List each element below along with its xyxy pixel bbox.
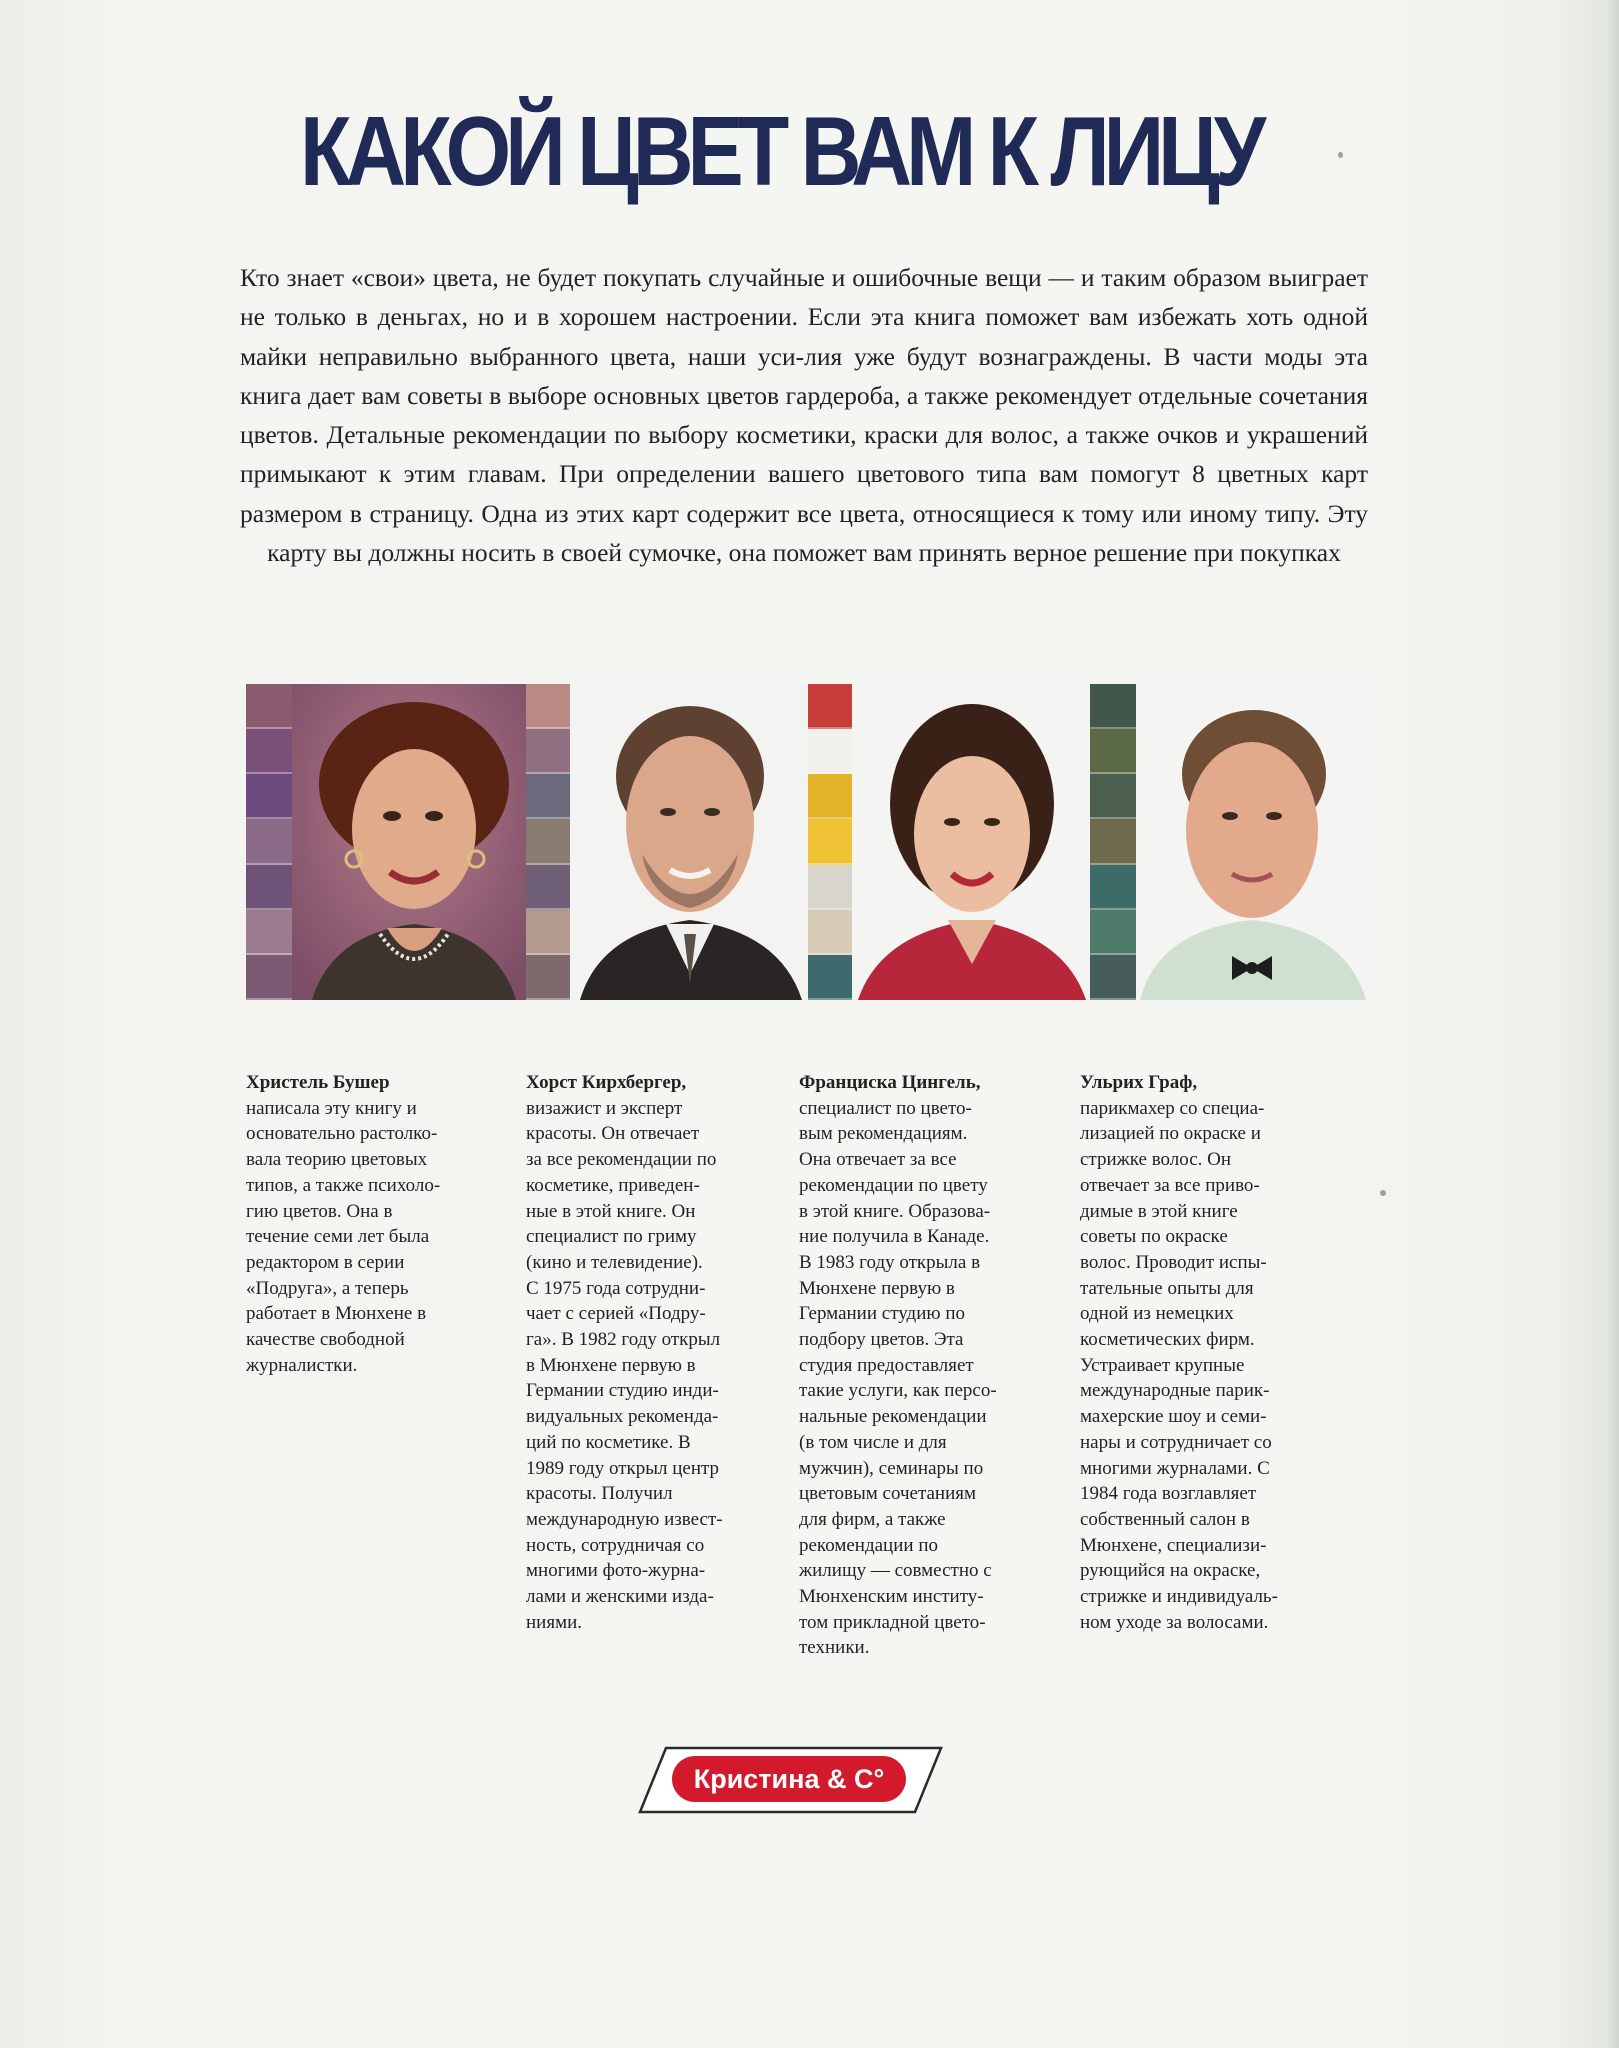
portrait-woman-curly-hair [292,684,526,1000]
portrait-woman-dark-hair [852,684,1090,1000]
color-swatch [808,865,852,910]
color-swatch [526,684,570,729]
color-swatch [526,819,570,864]
color-swatch [1090,819,1136,864]
color-swatch-strip [526,684,570,1000]
author-photo-4 [1090,684,1370,1000]
color-swatch [808,684,852,729]
color-swatch [246,774,292,819]
book-title: КАКОЙ ЦВЕТ ВАМ К ЛИЦУ [300,96,1261,206]
author-photo-2 [526,684,808,1000]
color-swatch [808,819,852,864]
publisher-logo [638,1746,943,1814]
author-description: визажист и эксперт красоты. Он отвечает за все рекомендации по косметике, приведен- ные в этой книге. Он специалист по гриму (кино и телевидение). С 1975 года сотрудни- чает с серией «Подру- га». В 1982 году открыл в Мюнхене первую в Германии студию инди- видуальных рекоменда- ций по косметике. В 1989 году открыл центр красоты. Получил международную извест- ность, сотрудничая со многими фото-журна- лами и женскими изда- ниями. [526,1097,723,1633]
color-swatch [1090,955,1136,1000]
color-swatch [246,684,292,729]
author-name: Франциска Цингель, [799,1072,981,1093]
color-swatch-strip [246,684,292,1000]
color-swatch [526,865,570,910]
color-swatch [246,955,292,1000]
author-photos [246,684,1370,1000]
color-swatch [526,729,570,774]
author-description: специалист по цвето- вым рекомендациям. Она отвечает за все рекомендации по цвету в этой книге. Образова- ние получила в Канаде. В 1983 году открыла в Мюнхене первую в Германии студию по подбору цветов. Эта студия предоставляет такие услуги, как персо- нальные рекомендации (в том числе и для мужчин), семинары по цветовым сочетаниям для фирм, а также рекомендации по жилищу — совместно с Мюнхенским институ- том прикладной цвето- техники. [799,1097,997,1659]
author-photo-1 [246,684,526,1000]
color-swatch [526,955,570,1000]
author-name: Хорст Кирхбергер, [526,1072,687,1093]
intro-paragraph: Кто знает «свои» цвета, не будет покупать случайные и ошибочные вещи — и таким образом выиграет не только в деньгах, но и в хорошем настроении. Если эта книга поможет вам избежать хоть одной майки неправильно выбранного цвета, наши уси-лия уже будут вознаграждены. В части моды эта книга дает вам советы в выборе основных цветов гардероба, а также рекомендует отдельные сочетания цветов. Детальные рекомендации по выбору косметики, краски для волос, а также очков и украшений примыкают к этим главам. При определении вашего цветового типа вам помогут 8 цветных карт размером в страницу. Одна из этих карт содержит все цвета, относящиеся к тому или иному типу. Эту карту вы должны носить в своей сумочке, она поможет вам принять верное решение при покупках [240,263,1368,568]
author-photo-3 [808,684,1090,1000]
author-description: написала эту книгу и основательно растолко- вала теорию цветовых типов, а также психоло- гию цветов. Она в течение семи лет была редактором в серии «Подруга», а теперь работает в Мюнхене в качестве свободной журналистки. [246,1097,441,1376]
author-name: Ульрих Граф, [1080,1072,1198,1093]
color-swatch-strip [808,684,852,1000]
color-swatch [808,729,852,774]
author-bio-3 [799,1070,1054,1661]
color-swatch [808,910,852,955]
color-swatch [526,910,570,955]
author-description: парикмахер со специа- лизацией по окраске и стрижке волос. Он отвечает за все приво- димые в этой книге советы по окраске волос. Проводит испы- тательные опыты для одной из немецких косметических фирм. Устраивает крупные международные парик- махерские шоу и семи- нары и сотрудничает со многими журналами. С 1984 года возглавляет собственный салон в Мюнхене, специализи- рующийся на окраске, стрижке и индивидуаль- ном уходе за волосами. [1080,1097,1278,1633]
color-swatch [1090,684,1136,729]
publisher-name: Кристина & C° [693,1764,885,1794]
author-name: Христель Бушер [246,1072,390,1093]
author-bio-4 [1080,1070,1335,1635]
page-edge [1605,0,1619,2048]
portrait-man-beard [570,684,808,1000]
dust-speck [1380,1190,1386,1196]
color-swatch [808,955,852,1000]
color-swatch [246,729,292,774]
portrait-man-bow-tie [1136,684,1370,1000]
color-swatch [526,774,570,819]
author-bio-2 [526,1070,781,1635]
author-bio-1 [246,1070,501,1378]
color-swatch-strip [1090,684,1136,1000]
color-swatch [1090,865,1136,910]
dust-speck [1338,152,1343,158]
color-swatch [1090,729,1136,774]
color-swatch [246,910,292,955]
color-swatch [246,865,292,910]
color-swatch [246,819,292,864]
color-swatch [1090,774,1136,819]
color-swatch [808,774,852,819]
color-swatch [1090,910,1136,955]
